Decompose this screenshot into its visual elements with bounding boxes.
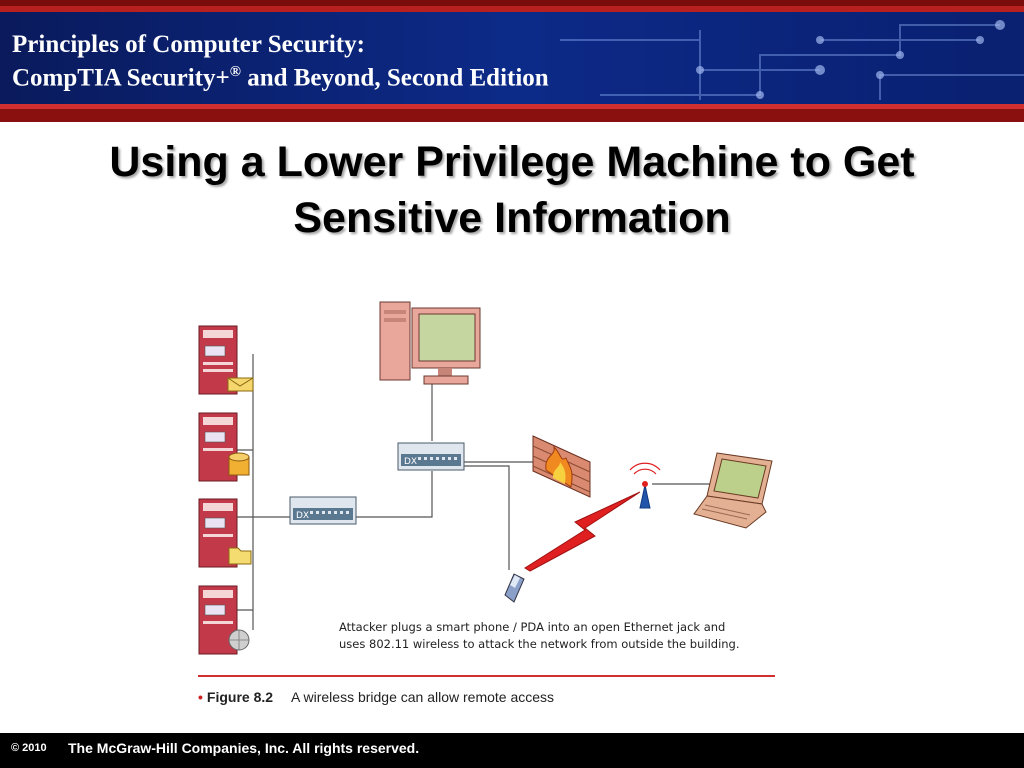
lightning-bolt-icon xyxy=(525,492,640,571)
slide-title-line-2: Sensitive Information xyxy=(293,194,731,242)
file-server-icon xyxy=(199,499,251,567)
server-drops xyxy=(236,385,253,610)
figure-annotation-line-2: uses 802.11 wireless to attack the network from outside the building. xyxy=(339,637,740,651)
copyright-notice: © 2010 xyxy=(11,742,47,754)
hub-to-switch-line xyxy=(355,471,432,517)
switch-icon xyxy=(398,443,464,470)
database-server-icon xyxy=(199,413,249,481)
desktop-computer-icon xyxy=(380,302,480,384)
banner-line-2-tail: and Beyond, Second Edition xyxy=(240,64,549,92)
figure-caption xyxy=(198,689,554,705)
switch-to-pda-line xyxy=(464,466,509,570)
mail-server-icon xyxy=(199,326,253,394)
firewall-icon xyxy=(533,436,590,497)
registered-mark: ® xyxy=(229,64,241,80)
hub-icon xyxy=(290,497,356,524)
slide-title-line-1: Using a Lower Privilege Machine to Get xyxy=(109,138,915,186)
svg-text:DX: DX xyxy=(296,511,310,521)
svg-text:DX: DX xyxy=(404,457,418,467)
figure-number: Figure 8.2 xyxy=(206,689,274,705)
pda-icon xyxy=(505,574,524,602)
banner-line-1: Principles of Computer Security: xyxy=(12,31,365,58)
company-notice: The McGraw-Hill Companies, Inc. All rights reserved. xyxy=(68,740,420,756)
figure-title: A wireless bridge can allow remote access xyxy=(291,689,555,705)
caption-bullet: • xyxy=(198,689,203,705)
footer-bar xyxy=(0,733,1024,768)
figure-annotation-line-1: Attacker plugs a smart phone / PDA into an open Ethernet jack and xyxy=(339,620,726,634)
connection-lines xyxy=(236,354,712,630)
wireless-antenna-icon xyxy=(630,463,660,508)
laptop-icon xyxy=(694,453,772,528)
web-server-icon xyxy=(199,586,249,654)
banner-line-2-main: CompTIA Security+ xyxy=(12,64,230,92)
